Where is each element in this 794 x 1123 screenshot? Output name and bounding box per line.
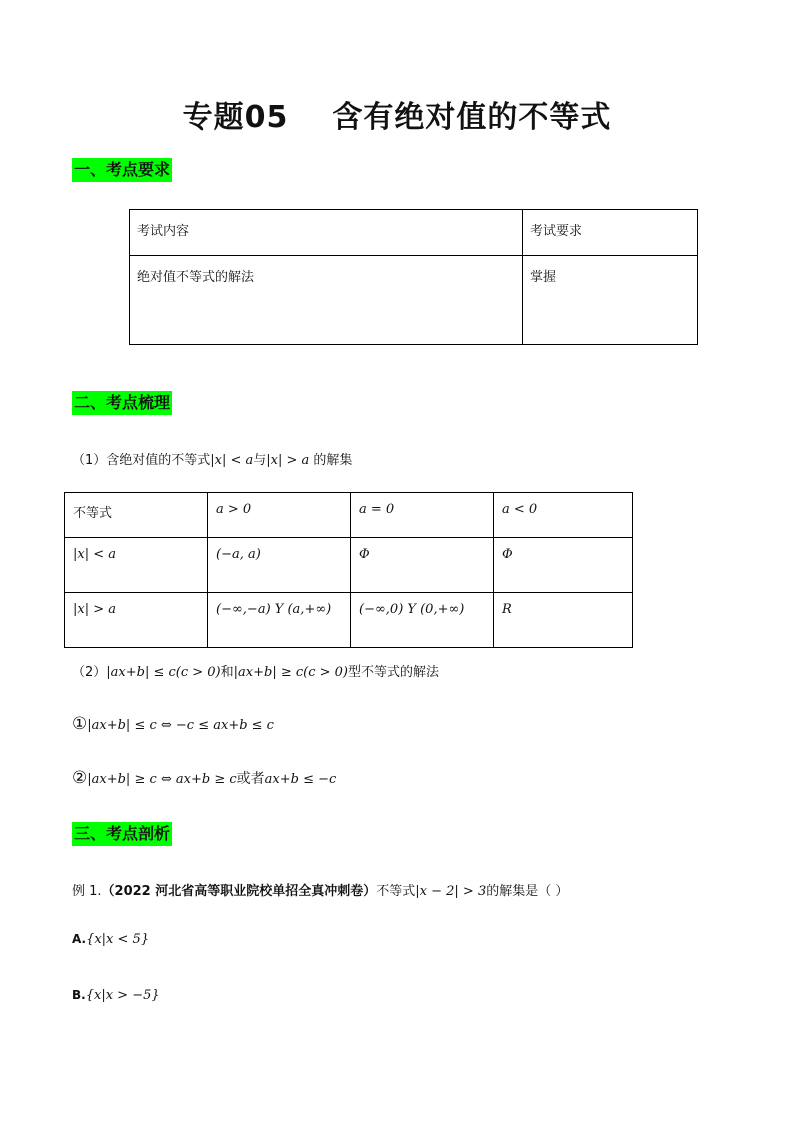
table-row	[130, 256, 698, 345]
cell-content: 绝对值不等式的解法	[130, 256, 523, 345]
cell-requirement: 掌握	[523, 256, 698, 345]
section-heading-summary: 二、考点梳理	[72, 391, 172, 415]
header-cell-a-zero: a = 0	[351, 493, 494, 538]
title-topic-number: 专题05	[182, 100, 289, 135]
header-cell-a-negative: a < 0	[494, 493, 633, 538]
example-1-formula: |x − 2| > 3	[415, 884, 487, 899]
rule-1	[72, 714, 274, 734]
option-a	[72, 932, 149, 947]
option-a-formula: {x|x < 5}	[86, 932, 150, 947]
requirements-table	[129, 209, 698, 345]
rule-1-marker: ①	[72, 714, 88, 734]
section-heading-analysis: 三、考点剖析	[72, 822, 172, 846]
header-cell-content: 考试内容	[130, 210, 523, 256]
item-2-suffix: 型不等式的解法	[348, 665, 440, 680]
item-1-prefix: （1）含绝对值的不等式	[72, 453, 211, 468]
example-1	[72, 880, 568, 899]
section-heading-requirements: 一、考点要求	[72, 158, 172, 182]
item-1-heading	[72, 449, 352, 468]
rule-2-formula-tail: ax+b ≤ −c	[264, 772, 337, 787]
option-b	[72, 988, 160, 1003]
example-1-tail: 的解集是（ ）	[486, 884, 569, 899]
item-2-prefix: （2）	[72, 665, 107, 680]
item-2-formula-2: |ax+b| ≥ c(c > 0)	[233, 665, 349, 680]
example-1-label: 例 1.	[72, 884, 102, 899]
item-1-suffix: 的解集	[309, 453, 353, 468]
cell-a-negative: Φ	[494, 538, 633, 593]
cell-a-zero: Φ	[351, 538, 494, 593]
cell-a-zero: (−∞,0) Y (0,+∞)	[351, 593, 494, 648]
rule-2-conj: 或者	[236, 771, 265, 787]
table-row	[65, 538, 633, 593]
item-1-conj: 与	[253, 453, 267, 468]
item-1-formula-1: |x| < a	[210, 453, 254, 468]
rule-2	[72, 768, 336, 788]
cell-a-negative: R	[494, 593, 633, 648]
rule-1-formula: |ax+b| ≤ c ⇔ −c ≤ ax+b ≤ c	[87, 718, 274, 733]
solution-table	[64, 492, 633, 648]
item-2-heading	[72, 661, 439, 680]
option-b-letter: B.	[72, 988, 86, 1002]
header-cell-requirement: 考试要求	[523, 210, 698, 256]
item-2-conj: 和	[220, 665, 234, 680]
cell-inequality: |x| > a	[65, 593, 208, 648]
cell-a-positive: (−∞,−a) Y (a,+∞)	[208, 593, 351, 648]
table-header-row	[130, 210, 698, 256]
header-cell-inequality: 不等式	[65, 493, 208, 538]
example-1-stem: 不等式	[376, 884, 416, 899]
item-2-formula-1: |ax+b| ≤ c(c > 0)	[106, 665, 221, 680]
table-row	[65, 593, 633, 648]
item-1-formula-2: |x| > a	[266, 453, 310, 468]
table-header-row	[65, 493, 633, 538]
rule-2-formula: |ax+b| ≥ c ⇔ ax+b ≥ c	[87, 772, 237, 787]
page-title	[0, 92, 794, 136]
cell-a-positive: (−a, a)	[208, 538, 351, 593]
option-b-formula: {x|x > −5}	[85, 988, 160, 1003]
cell-inequality: |x| < a	[65, 538, 208, 593]
title-topic-name: 含有绝对值的不等式	[332, 100, 612, 135]
option-a-letter: A.	[72, 932, 87, 946]
header-cell-a-positive: a > 0	[208, 493, 351, 538]
example-1-source: （2022 河北省高等职业院校单招全真冲刺卷）	[101, 884, 377, 899]
rule-2-marker: ②	[72, 768, 88, 788]
